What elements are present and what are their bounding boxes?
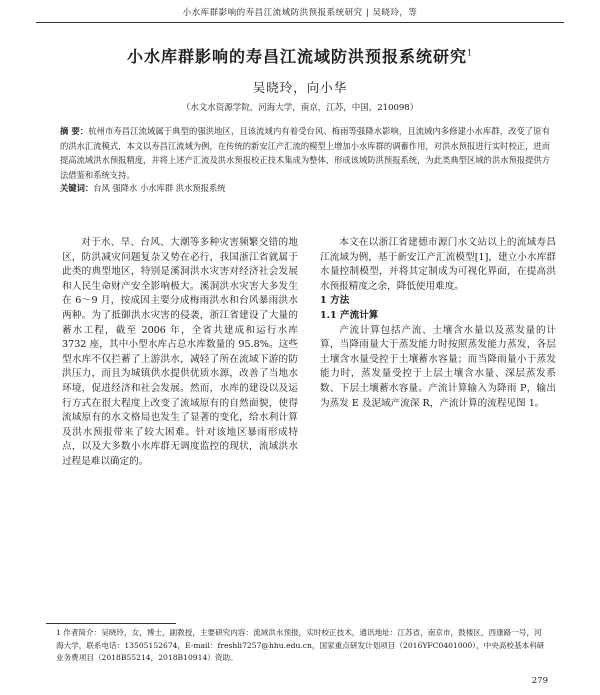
keywords-label: 关键词： bbox=[60, 183, 94, 193]
abstract bbox=[60, 124, 550, 182]
affiliation: （水文水资源学院，河海大学，南京，江苏，中国，210098） bbox=[181, 103, 419, 113]
title-footnote-mark: 1 bbox=[466, 48, 474, 58]
running-header: 小水库群影响的寿昌江流域防洪预报系统研究 | 吴晓玲，等 bbox=[182, 8, 418, 18]
author-footnote: 1 作者简介：吴晓玲，女，博士，副教授，主要研究内容：流域洪水预报，实时校正技术，通讯地址：江苏省，南京市，鼓楼区，西康路一号，河海大学，联系电话：13505152674，E-mail：freshli7257@hhu.edu.cn，国家重点研发计划项目（2016YFC0401000），中央高校基本科研业务费项目（2018B55214，2018B10914）资助。 bbox=[56, 628, 545, 662]
runoff-paragraph: 产流计算包括产流、土壤含水量以及蒸发量的计算，当降雨量大于蒸发能力时按照蒸发能力蒸发，各层土壤含水量受控于土壤蓄水容量；而当降雨量小于蒸发能力时，蒸发量受控于上层土壤含水量、深层蒸发系数、下层土壤蓄水容量。产流计算输入为降雨 P，输出为蒸发 E 及泥域产流深 R，产流计算的流程见图 1。 bbox=[320, 324, 556, 409]
intro-paragraph: 对于水、旱、台风、大潮等多种灾害频繁交错的地区，防洪减灾问题复杂又势在必行，我国浙江省就属于此类的典型地区，特别是溪洞洪水灾害对经济社会发展和人民生命财产安全影响极大。溪洞洪水灾害大多发生在 6～9 月，按成因主要分成梅雨洪水和台风暴雨洪水两种。为了抵御洪水灾害的侵袭，浙江省建设了大量的蓄水工程，截至 2006 年，全省共建成和运行水库 3732 座，其中小型水库占总水库数量的 95.8%。这些型水库不仅拦蓄了上游洪水，减轻了所在流域下游的防洪压力，而且为城镇供水提供优质水源，改善了当地水环境，促进经济和社会发展。然而，水库的建设以及运行方式在很大程度上改变了流域原有的自然面貌，使得流域原有的水文格局也发生了显著的变化，给水利计算及洪水预报带来了较大困难。针对该地区暴雨形成特点，以及大多数小水库群无调度监控的现状，流域洪水过程是难以确定的。 bbox=[62, 237, 298, 467]
keywords-text: 台风 强降水 小水库群 洪水预报系统 bbox=[93, 183, 226, 193]
footnote-rule bbox=[46, 623, 176, 624]
paper-title bbox=[40, 44, 560, 67]
body-column-left bbox=[62, 236, 298, 470]
section-heading-methods: 1 方法 bbox=[320, 295, 350, 307]
paper-title-text: 小水库群影响的寿昌江流域防洪预报系统研究 bbox=[126, 47, 467, 66]
page-number: 279 bbox=[531, 676, 548, 686]
authors: 吴晓玲，向小华 bbox=[252, 80, 348, 95]
intro-paragraph-continued: 本文在以浙江省建德市源门水文站以上的流域寿昌江流域为例，基于新安江产汇流模型[1]，建立小水库群水量控制模型，并将其定制成为可视化界面，在提高洪水预报精度之余，降低使用难度。 bbox=[320, 237, 556, 292]
abstract-text: 杭州市寿昌江流域属于典型的强洪地区，且该流域内有着受台风、梅雨等强降水影响，且流域内多修建小水库群，改变了原有的洪水汇流模式，本文以寿昌江流域为例，在传统的新安江产汇流的模型上增加小水库群的调蓄作用，对洪水预报进行实时校正，进而提高流域洪水预报精度，并将上述产汇流及洪水预报校正技术集成为整体，形成该域防洪预报系统，为此类典型区域的洪水预报提供方法借鉴和系统支持。 bbox=[60, 126, 550, 180]
abstract-label: 摘 要： bbox=[60, 126, 89, 136]
header-rule bbox=[36, 22, 564, 23]
body-column-right bbox=[320, 236, 556, 411]
keywords bbox=[60, 182, 550, 194]
subsection-heading-runoff: 1.1 产流计算 bbox=[320, 309, 379, 321]
